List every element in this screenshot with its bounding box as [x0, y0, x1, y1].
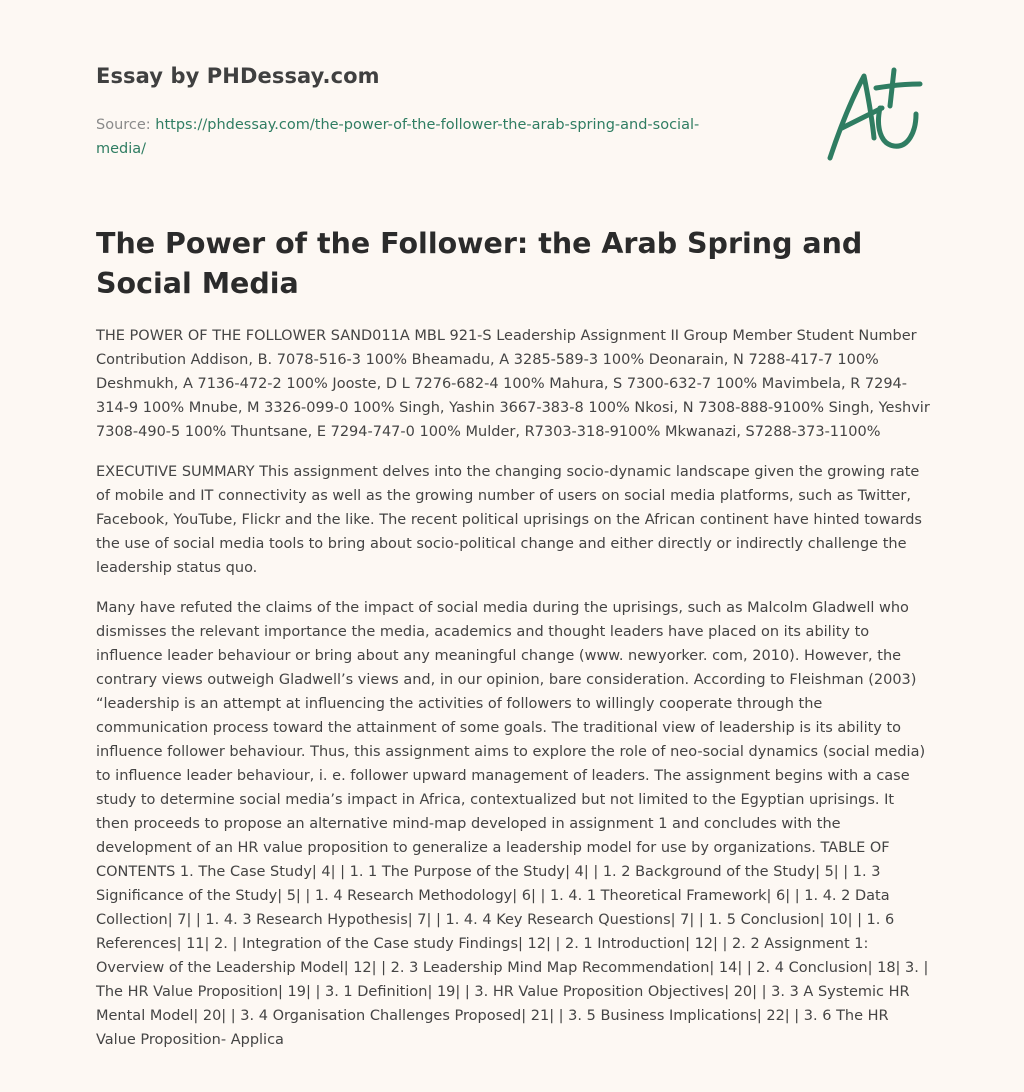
site-title: Essay by PHDessay.com — [96, 64, 380, 88]
essay-paragraph: THE POWER OF THE FOLLOWER SAND011A MBL 921-S Leadership Assignment II Group Member Student Number Contribution Addison, B. 7078-516-3 100% Bheamadu, A 3285-589-3 100% Deonarain, N 7288-417-7 100% Deshmukh, A 7136-472-2 100% Jooste, D L 7276-682-4 100% Mahura, S 7300-632-7 100% Mavimbela, R 7294-314-9 100% Mnube, M 3326-099-0 100% Singh, Yashin 3667-383-8 100% Nkosi, N 7308-888-9100% Singh, Yeshvir 7308-490-5 100% Thuntsane, E 7294-747-0 100% Mulder, R7303-318-9100% Mkwanazi, S7288-373-1100% — [96, 328, 930, 440]
page-header — [96, 64, 736, 161]
source-link[interactable]: https://phdessay.com/the-power-of-the-follower-the-arab-spring-and-social-media/ — [96, 117, 700, 157]
essay-title: The Power of the Follower: the Arab Spring and Social Media — [96, 227, 863, 300]
essay-paragraph: EXECUTIVE SUMMARY This assignment delves into the changing socio-dynamic landscape given the growing rate of mobile and IT connectivity as well as the growing number of users on social media platforms, such as Twitter, Facebook, YouTube, Flickr and the like. The recent political uprisings on the African continent have hinted towards the use of social media tools to bring about socio-political change and either directly or indirectly challenge the leadership status quo. — [96, 464, 922, 576]
source-line — [96, 113, 736, 161]
essay-paragraph: Many have refuted the claims of the impact of social media during the uprisings, such as Malcolm Gladwell who dismisses the relevant importance the media, academics and thought leaders have placed on its ability to influence leader behaviour or bring about any meaningful change (www. newyorker. com, 2010). However, the contrary views outweigh Gladwell’s views and, in our opinion, bare consideration. According to Fleishman (2003) “leadership is an attempt at influencing the activities of followers to willingly cooperate through the communication process toward the attainment of some goals. The traditional view of leadership is its ability to influence follower behaviour. Thus, this assignment aims to explore the role of neo-social dynamics (social media) to influence leader behaviour, i. e. follower upward management of leaders. The assignment begins with a case study to determine social media’s impact in Africa, contextualized but not limited to the Egyptian uprisings. It then proceeds to propose an alternative mind-map developed in assignment 1 and concludes with the development of an HR value proposition to generalize a leadership model for use by organizations. TABLE OF CONTENTS 1. The Case Study| 4| | 1. 1 The Purpose of the Study| 4| | 1. 2 Background of the Study| 5| | 1. 3 Significance of the Study| 5| | 1. 4 Research Methodology| 6| | 1. 4. 1 Theoretical Framework| 6| | 1. 4. 2 Data Collection| 7| | 1. 4. 3 Research Hypothesis| 7| | 1. 4. 4 Key Research Questions| 7| | 1. 5 Conclusion| 10| | 1. 6 References| 11| 2. | Integration of the Case study Findings| 12| | 2. 1 Introduction| 12| | 2. 2 Assignment 1: Overview of the Leadership Model| 12| | 2. 3 Leadership Mind Map Recommendation| 14| | 2. 4 Conclusion| 18| 3. | The HR Value Proposition| 19| | 3. 1 Definition| 19| | 3. HR Value Proposition Objectives| 20| | 3. 3 A Systemic HR Mental Model| 20| | 3. 4 Organisation Challenges Proposed| 21| | 3. 5 Business Implications| 22| | 3. 6 The HR Value Proposition- Applica — [96, 600, 929, 1048]
a-plus-logo-icon — [820, 66, 930, 166]
essay-body — [96, 324, 931, 1068]
source-label: Source: — [96, 117, 151, 133]
